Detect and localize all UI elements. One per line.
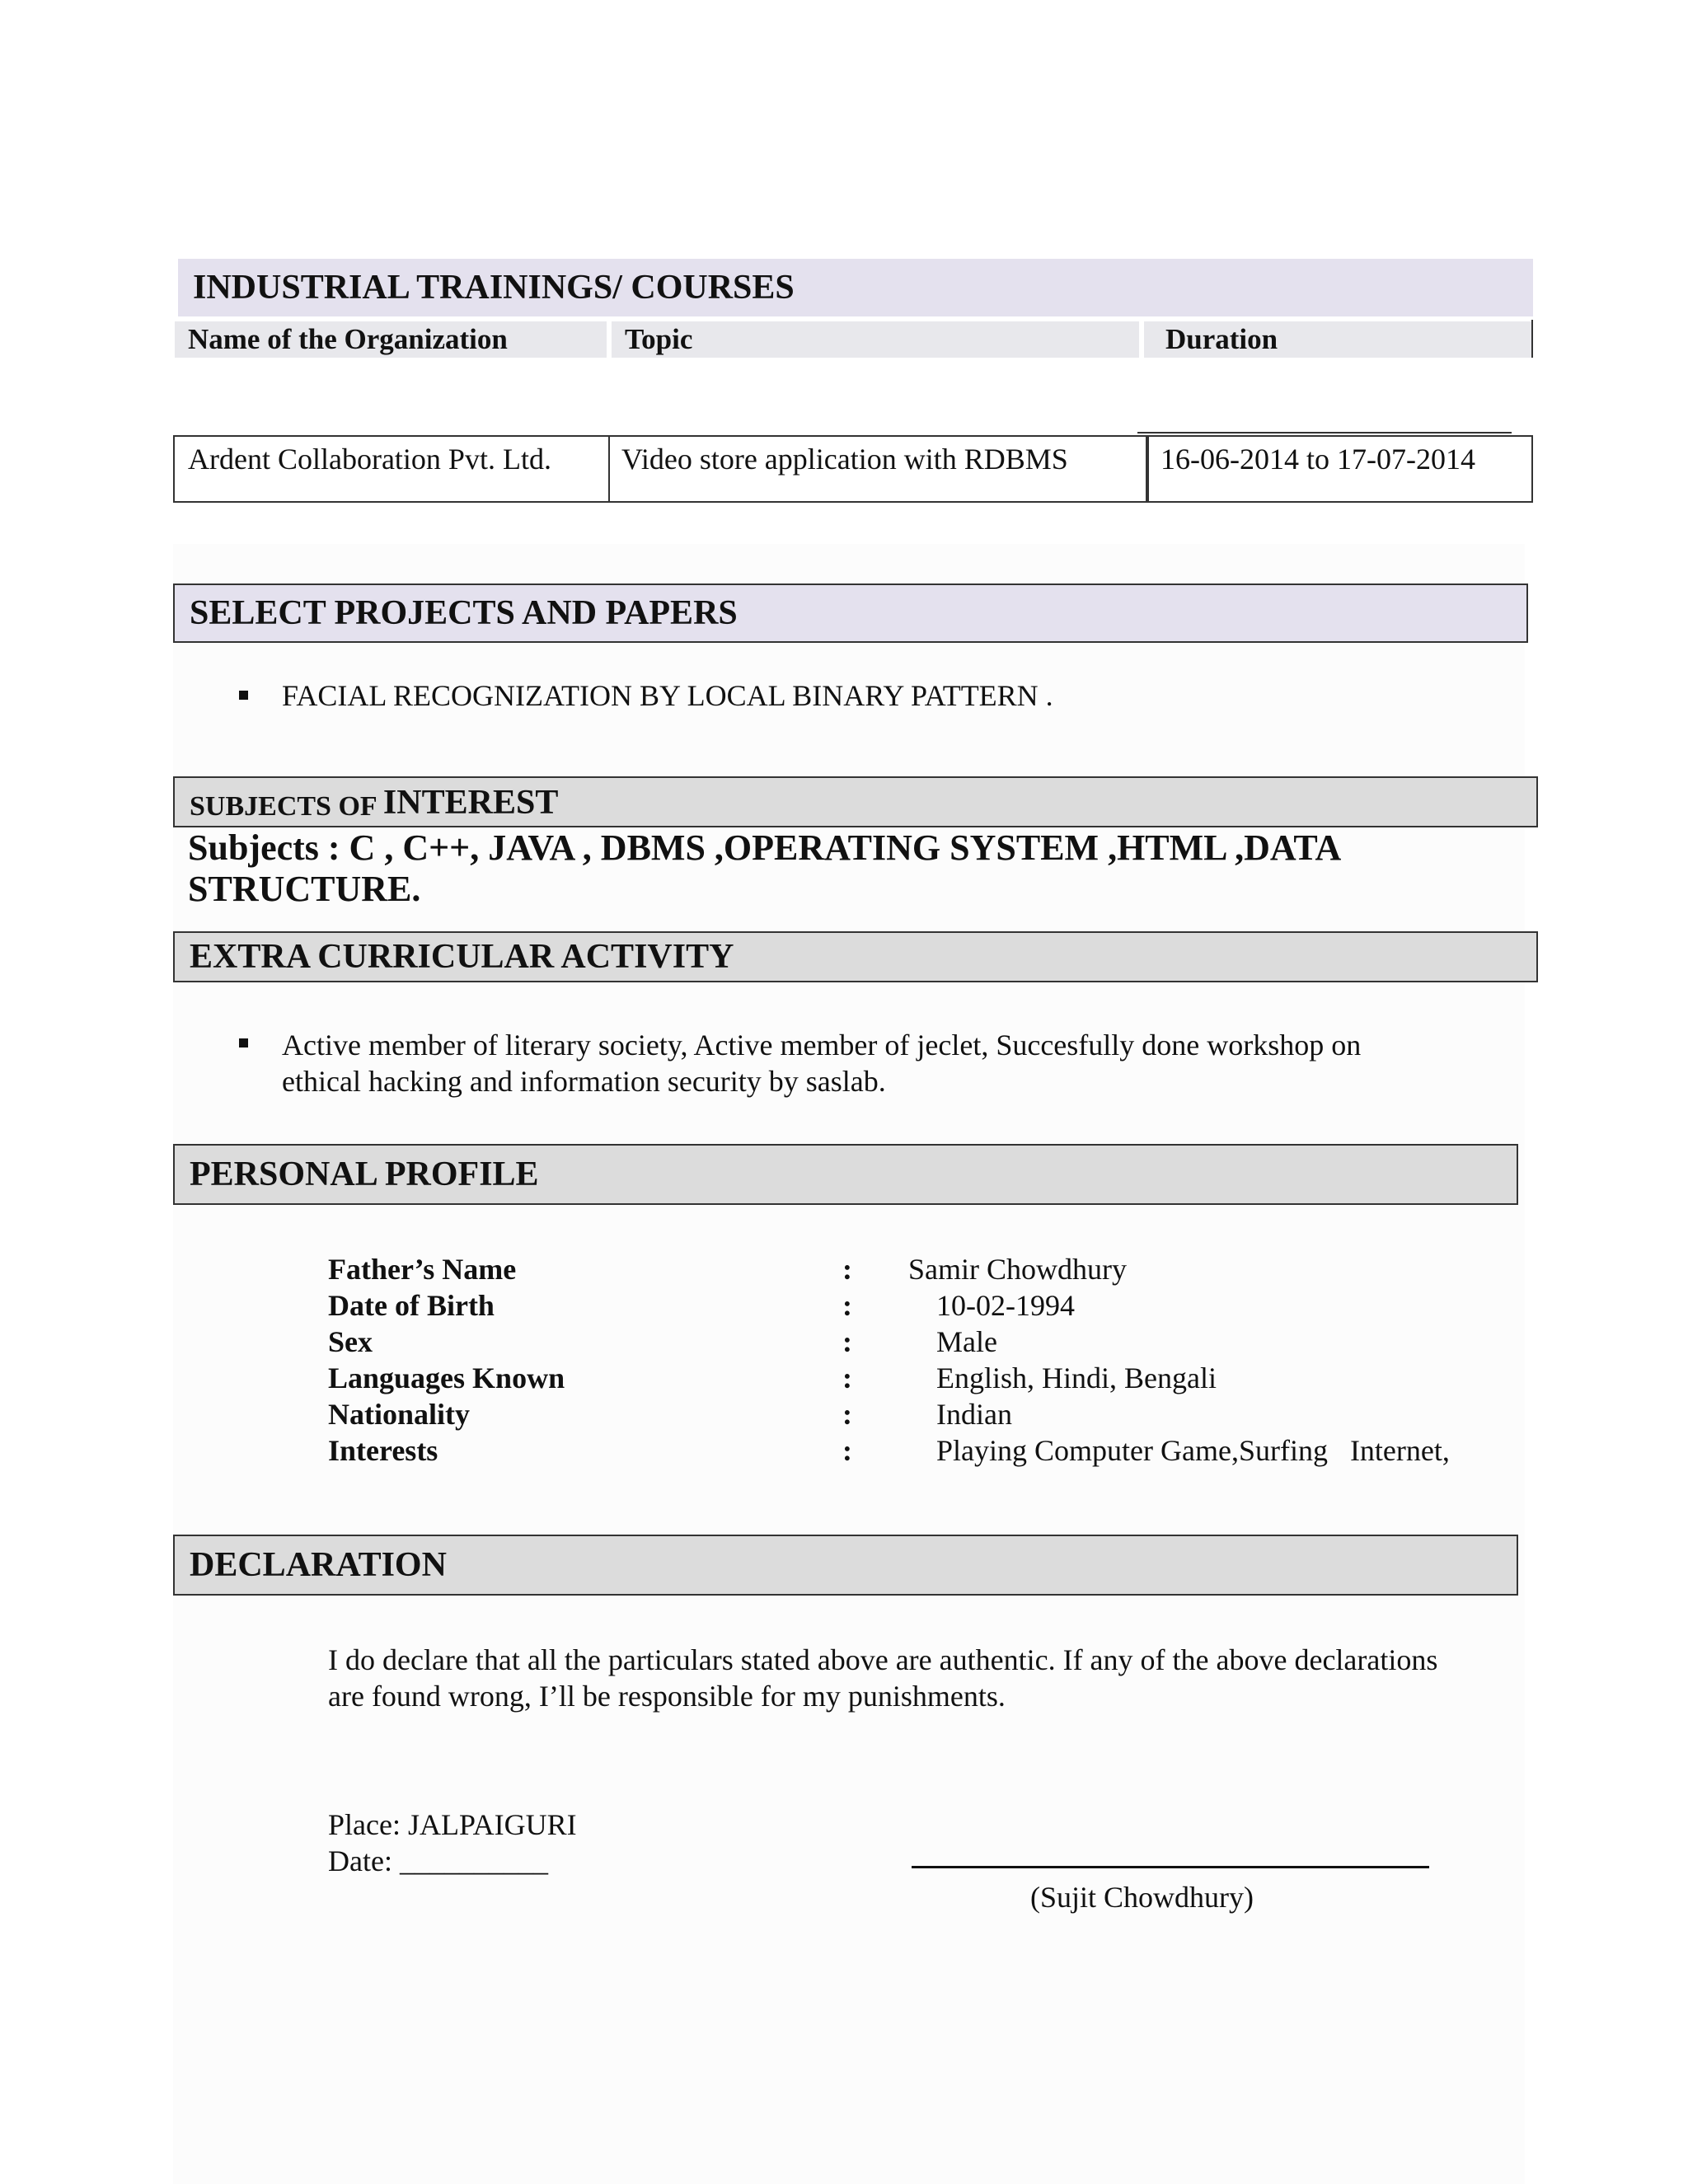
declaration-heading-bar: [173, 1535, 1518, 1596]
date-text: Date: __________: [328, 1844, 548, 1877]
trainings-heading-bar: [178, 259, 1533, 316]
projects-heading-bar: [173, 583, 1528, 643]
subjects-line-2: STRUCTURE.: [188, 869, 421, 909]
profile-separator: :: [842, 1325, 852, 1358]
place-text: Place: JALPAIGURI: [328, 1808, 577, 1841]
declaration-heading: DECLARATION: [190, 1546, 447, 1584]
profile-separator: :: [842, 1289, 852, 1322]
profile-heading: PERSONAL PROFILE: [190, 1155, 539, 1193]
extra-line-1: Active member of literary society, Active member of jeclet, Succesfully done workshop on: [282, 1029, 1362, 1062]
extra-heading-bar: [173, 931, 1538, 982]
table-cell-duration: [1146, 435, 1533, 503]
profile-label: Nationality: [328, 1398, 471, 1431]
table-top-rule: [1137, 432, 1512, 434]
profile-value: English, Hindi, Bengali: [936, 1361, 1217, 1394]
profile-label: Sex: [328, 1325, 373, 1358]
extra-line-2: ethical hacking and information security by saslab.: [282, 1065, 886, 1098]
column-header-organization: Name of the Organization: [175, 321, 607, 358]
table-cell-organization: [173, 435, 610, 503]
profile-separator: :: [842, 1398, 852, 1431]
header-right-rule: [1531, 320, 1533, 358]
column-header-topic: Topic: [612, 321, 1139, 358]
project-item: FACIAL RECOGNIZATION BY LOCAL BINARY PATTERN .: [282, 679, 1053, 712]
declaration-line-2: are found wrong, I’ll be responsible for my punishments.: [328, 1680, 1006, 1713]
declaration-line-1: I do declare that all the particulars stated above are authentic. If any of the above declarations: [328, 1643, 1438, 1676]
profile-label: Father’s Name: [328, 1253, 517, 1286]
trainings-heading: INDUSTRIAL TRAININGS/ COURSES: [193, 269, 795, 307]
subjects-line-1: Subjects : C , C++, JAVA , DBMS ,OPERATING SYSTEM ,HTML ,DATA: [188, 827, 1342, 868]
profile-value: Samir Chowdhury: [908, 1253, 1127, 1286]
projects-heading: SELECT PROJECTS AND PAPERS: [190, 594, 738, 632]
profile-label: Interests: [328, 1434, 438, 1467]
signature-line: [912, 1866, 1429, 1868]
profile-heading-bar: [173, 1144, 1518, 1205]
profile-value: Male: [936, 1325, 997, 1358]
profile-value: Indian: [936, 1398, 1012, 1431]
duration-text: 16-06-2014 to 17-07-2014: [1160, 443, 1475, 476]
profile-label: Languages Known: [328, 1361, 565, 1394]
profile-value: 10-02-1994: [936, 1289, 1075, 1322]
table-cell-topic: [608, 435, 1149, 503]
interest-heading-small: SUBJECTS OF: [190, 791, 383, 822]
profile-label: Date of Birth: [328, 1289, 495, 1322]
interest-heading-large: INTEREST: [382, 784, 559, 822]
bullet-icon: [239, 691, 248, 700]
extra-heading: EXTRA CURRICULAR ACTIVITY: [190, 938, 734, 976]
interest-heading-bar: [173, 776, 1538, 827]
topic-text: Video store application with RDBMS: [621, 443, 1068, 476]
profile-separator: :: [842, 1361, 852, 1394]
column-header-duration: Duration: [1144, 321, 1533, 358]
profile-separator: :: [842, 1253, 852, 1286]
profile-separator: :: [842, 1434, 852, 1467]
profile-value: Playing Computer Game,Surfing Internet,: [936, 1434, 1450, 1467]
signatory-name: (Sujit Chowdhury): [1030, 1881, 1254, 1914]
bullet-icon: [239, 1038, 248, 1047]
organization-text: Ardent Collaboration Pvt. Ltd.: [188, 443, 551, 476]
